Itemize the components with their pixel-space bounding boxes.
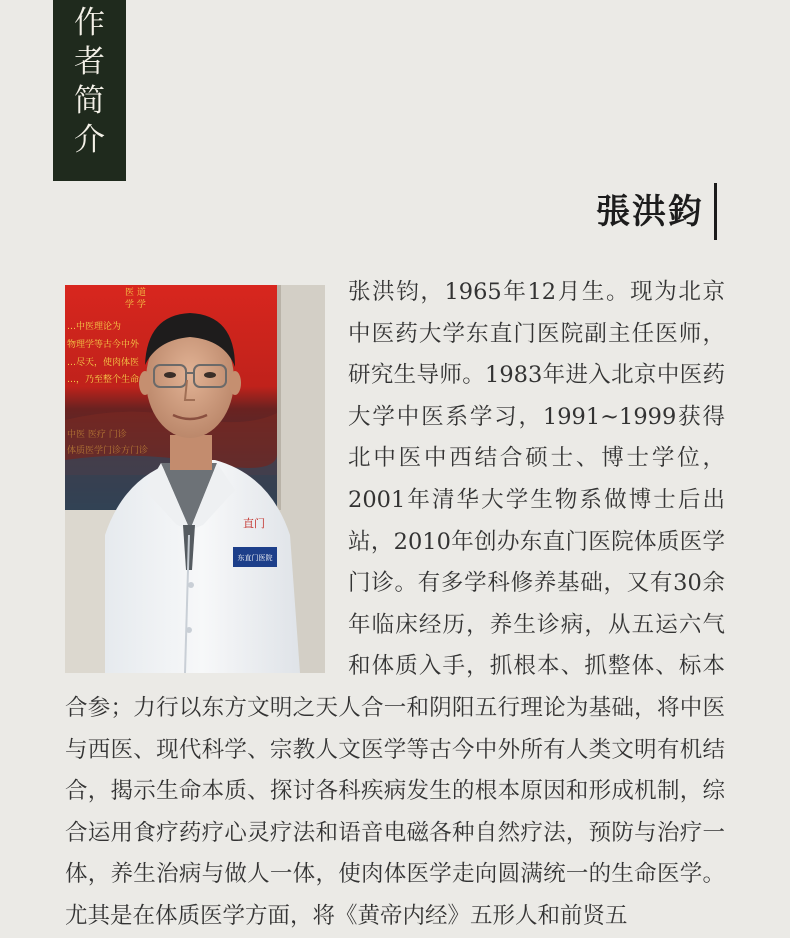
section-title-char: 者 [74,44,105,80]
section-title-tab [53,0,126,181]
author-name: 張洪鈞 [596,192,704,232]
section-title-char: 简 [74,83,105,119]
author-name-divider [714,183,717,240]
section-title-char: 作 [74,5,105,41]
name-badge-text: 东直门医院 [237,554,273,562]
svg-text:物理学等古今中外: 物理学等古今中外 [67,340,140,350]
photo-wrap-spacer [65,272,348,682]
coat-embroidery: 直门 [243,517,265,530]
svg-text:…尽天，使肉体医: …尽天，使肉体医 [67,358,140,368]
svg-text:…中医理论为: …中医理论为 [67,322,122,332]
svg-text:学 学: 学 学 [125,300,146,310]
biography-text: 张洪钧，1965年12月生。现为北京中医药大学东直门医院副主任医师，研究生导师。1983年进入北京中医药大学中医系学习，1991~1999获得北中医中西结合硕士、博士学位，2001年清华大学生物系做博士后出站，2010年创办东直门医院体质医学门诊。有多学科修养基础，又有30余年临床经历，养生诊病，从五运六气和体质入手，抓根本、抓整体、标本合参；力行以东方文明之天人合一和阴阳五行理论为基础，将中医与西医、现代科学、宗教人文医学等古今中外所有人类文明有机结合，揭示生命本质、探讨各科疾病发生的根本原因和形成机制，综合运用食疗药疗心灵疗法和语音电磁各种自然疗法，预防与治疗一体，养生治病与做人一体，使肉体医学走向圆满统一的生命医学。尤其是在体质医学方面，将《黄帝内经》五形人和前贤五 [65,279,725,929]
svg-text:医 道: 医 道 [125,288,146,298]
author-biography [65,272,725,938]
svg-text:…，乃至整个生命: …，乃至整个生命 [67,375,140,385]
section-title-char: 介 [74,122,105,158]
